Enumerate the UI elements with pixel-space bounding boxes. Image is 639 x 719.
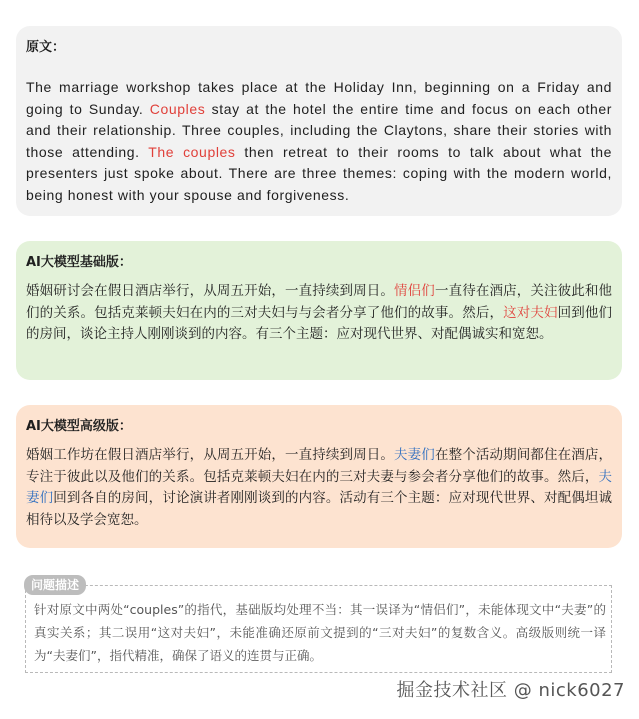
advanced-translation-card [16,405,622,548]
issue-description: 针对原文中两处“couples”的指代，基础版均处理不当：其一误译为“情侣们”，未能体现文中“夫妻”的真实关系；其二误用“这对夫妇”，未能准确还原前文提到的“三对夫妇”的复数含义。高级版则统一译为“夫妻们”，指代精准，确保了语义的连贯与正确。 [34,602,606,663]
basic-highlight-1: 情侣们 [394,283,435,299]
basic-text-part-2: 一直待在酒店，关注彼此和他们的关系。包括克莱顿夫妇在内的三对夫妇与与会者分享了他们的故事。然后， [26,283,613,321]
advanced-title: AI大模型高级版： [26,419,132,434]
original-paragraph [26,77,612,206]
original-title: 原文： [26,40,66,55]
watermark: 掘金技术社区 @ nick6027 [396,680,625,701]
basic-title: AI大模型基础版： [26,255,132,270]
basic-text-part-3: 回到他们的房间，谈论主持人刚刚谈到的内容。有三个主题：应对现代世界、对配偶诚实和宽恕。 [26,304,613,342]
original-highlight-the-couples: The couples [148,143,236,160]
original-text-part-3: then retreat to their rooms to talk about what the presenters just spoke about. There are three themes: coping with the modern world, being honest with your spouse and forgiveness. [26,143,612,203]
advanced-highlight-1: 夫妻们 [394,447,435,463]
advanced-text-part-2: 在整个活动期间都住在酒店，专注于彼此以及他们的关系。包括克莱顿夫妇在内的三对夫妻与参会者分享他们的故事。然后， [26,447,613,485]
advanced-text-part-3: 回到各自的房间，讨论演讲者刚刚谈到的内容。活动有三个主题：应对现代世界、对配偶坦诚相待以及学会宽恕。 [26,490,613,528]
advanced-text-part-1: 婚姻工作坊在假日酒店举行，从周五开始，一直持续到周日。 [26,447,395,463]
original-text-card [16,26,622,216]
basic-text-part-1: 婚姻研讨会在假日酒店举行，从周五开始，一直持续到周日。 [26,283,395,299]
basic-translation-card [16,241,622,380]
original-highlight-couples: Couples [149,100,206,117]
advanced-highlight-2: 夫妻们 [26,468,612,506]
basic-highlight-2: 这对夫妇 [503,304,558,321]
original-text-part-1: The marriage workshop takes place at the Holiday Inn, beginning on a Friday and going to Sunday. [26,79,612,117]
basic-paragraph [26,281,612,346]
advanced-paragraph [26,445,612,531]
original-text-part-2: stay at the hotel the entire time and focus on each other and their relationship. Three couples, including the Claytons, share their stories with those attending. [26,100,612,160]
issue-tag: 问题描述 [24,575,86,595]
